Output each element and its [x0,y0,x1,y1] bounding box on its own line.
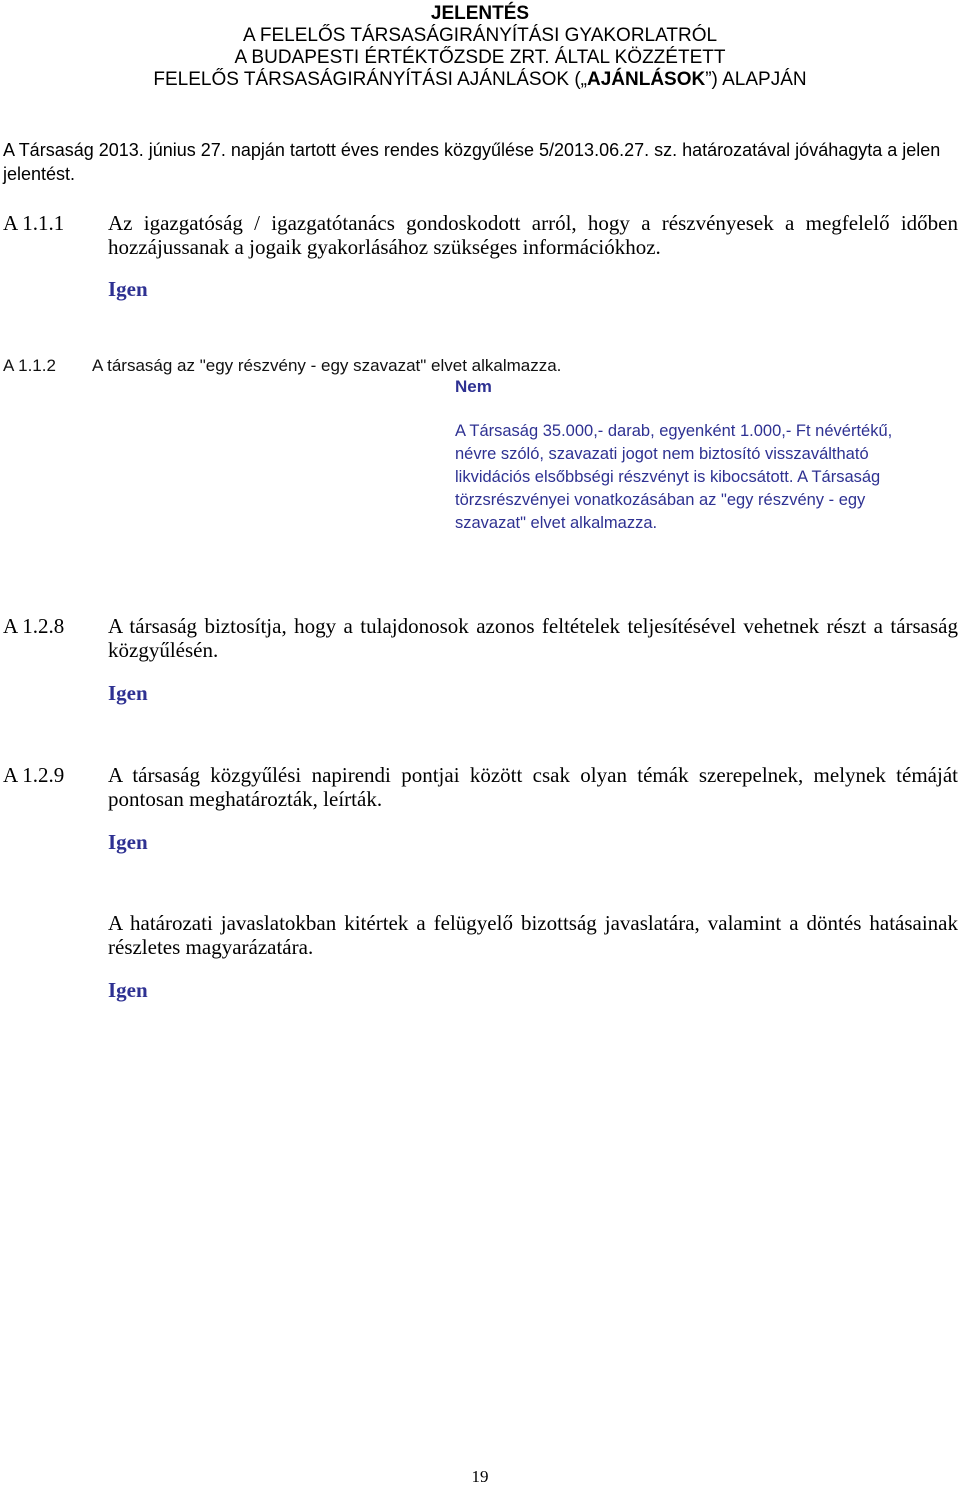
section-ref: A 1.1.2 [3,356,56,375]
section-answer: Igen [108,277,148,301]
report-header [0,3,960,91]
subtitle-bold: AJÁNLÁSOK [587,69,706,90]
report-subtitle-line-1: A FELELŐS TÁRSASÁGIRÁNYÍTÁSI GYAKORLATRÓL [242,25,718,46]
section-text: A társaság az "egy részvény - egy szavazat" elvet alkalmazza. [92,356,562,375]
section-note: A Társaság 35.000,- darab, egyenként 1.000,- Ft névértékű, névre szóló, szavazati jogot nem biztosító visszaváltható likvidációs elsőbbségi részvényt is kibocsátott. A Társaság törzsrészvényei vonatkozásában az "egy részvény - egy szavazat" elvet alkalmazza. [455,422,893,532]
report-title: JELENTÉS [430,3,530,24]
section-text: A társaság közgyűlési napirendi pontjai között csak olyan témák szerepelnek, melynek témáját pontosan meghatározták, leírták. [108,763,958,811]
section-answer: Igen [108,830,148,854]
approval-statement: A Társaság 2013. június 27. napján tartott éves rendes közgyűlése 5/2013.06.27. sz. határozatával jóváhagyta a jelen jelentést. [3,140,941,184]
section-ref: A 1.2.8 [3,614,65,638]
section-ref: A 1.2.9 [3,763,65,787]
subtitle-pre: FELELŐS TÁRSASÁGIRÁNYÍTÁSI AJÁNLÁSOK („ [153,69,587,90]
report-subtitle-line-3 [0,69,960,91]
section-ref: A 1.1.1 [3,211,65,235]
section-text: Az igazgatóság / igazgatótanács gondoskodott arról, hogy a részvényesek a megfelelő időben hozzájussanak a jogaik gyakorlásához szükséges információkhoz. [108,211,958,259]
section-answer: Igen [108,681,148,705]
section-text: A társaság biztosítja, hogy a tulajdonosok azonos feltételek teljesítésével vehetnek részt a társaság közgyűlésén. [108,614,958,662]
subtitle-post: ”) ALAPJÁN [705,69,807,90]
section-answer: Nem [455,377,492,396]
section-answer: Igen [108,978,148,1002]
section-text: A határozati javaslatokban kitértek a felügyelő bizottság javaslatára, valamint a döntés hatásainak részletes magyarázatára. [108,911,958,959]
report-subtitle-line-2: A BUDAPESTI ÉRTÉKTŐZSDE ZRT. ÁLTAL KÖZZÉTETT [234,47,726,68]
page-number: 19 [471,1467,489,1486]
